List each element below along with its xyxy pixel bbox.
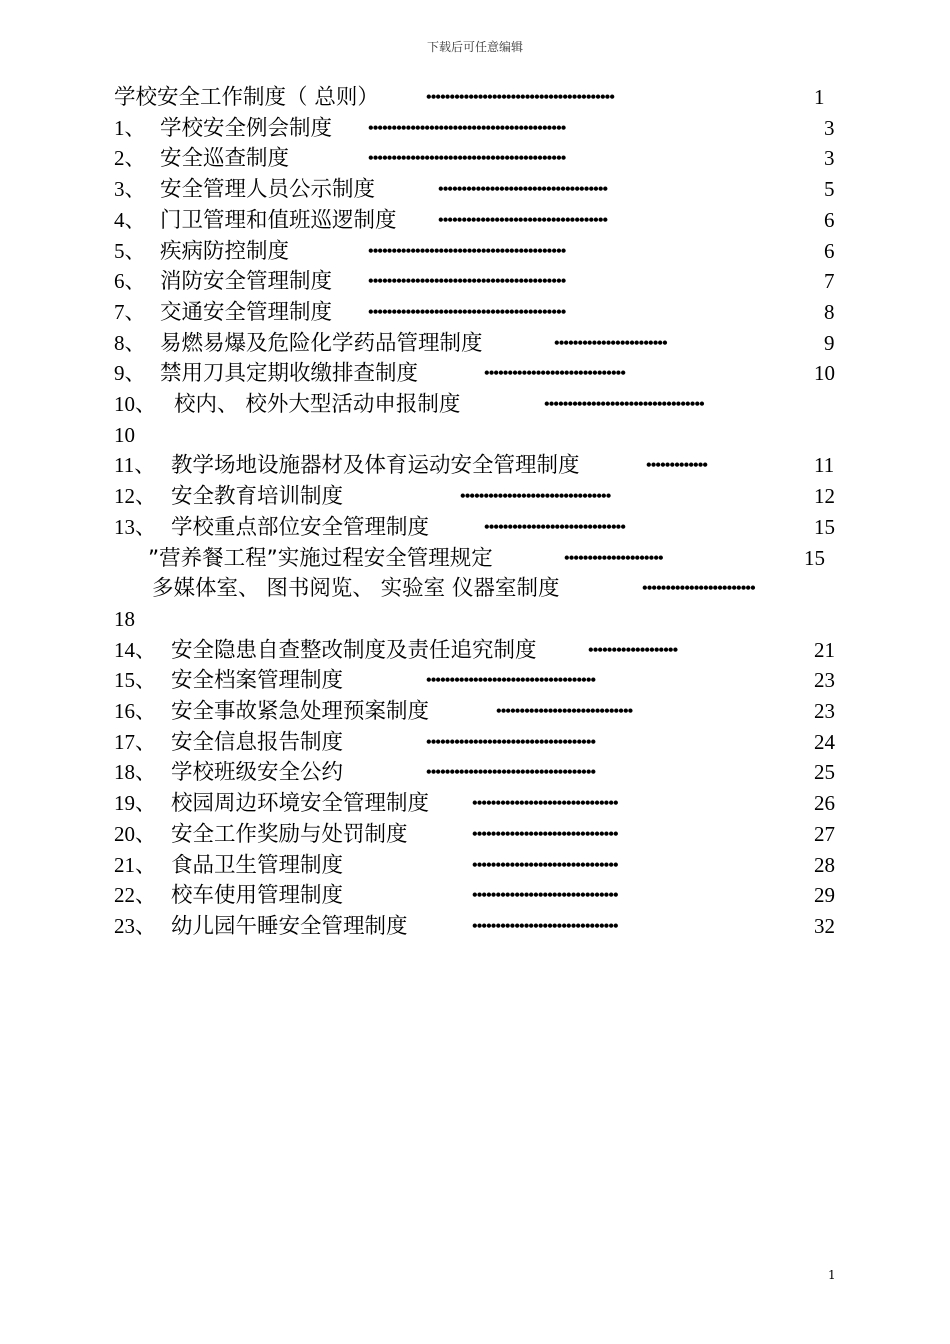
toc-entry-title: 安全隐患自查整改制度及责任追究制度 (171, 637, 537, 663)
toc-entry-page: 15 (814, 514, 835, 539)
toc-entry-leader-dots: •••••••••••••••••••••••••••••••••••••••••• (368, 303, 566, 321)
toc-entry-page: 9 (824, 330, 835, 355)
toc-entry-title: 学校安全工作制度（ 总则） (114, 85, 379, 110)
toc-entry-page: 32 (814, 913, 835, 938)
toc-entry[interactable] (114, 573, 838, 604)
page-number: 1 (828, 1268, 836, 1282)
toc-entry-title: 安全信息报告制度 (171, 729, 344, 755)
toc-entry[interactable] (114, 543, 838, 574)
toc-entry-leader-dots: •••••••••••••••••••••••••••••••••••••••••• (368, 273, 566, 291)
toc-entry-leader-dots: •••••••••••••••••••••••••••••••••••• (438, 181, 608, 199)
toc-entry-leader-dots: ••••••••••••••••••• (588, 641, 678, 659)
toc-entry-leader-dots: •••••••••••••••••••••••••••••• (484, 518, 626, 536)
toc-entry-leader-dots: •••••••••••••••••••••••• (642, 580, 755, 598)
toc-entry-title: ”营养餐工程”实施过程安全管理规定 (148, 545, 493, 571)
toc-entry-number: 18、 (114, 760, 156, 785)
toc-entry-leader-dots: ••••••••••••••••••••• (564, 549, 663, 567)
toc-entry-number: 14、 (114, 637, 156, 662)
toc-entry-number: 9、 (114, 361, 146, 386)
toc-entry-title: 安全巡查制度 (160, 146, 290, 172)
toc-entry[interactable] (114, 819, 838, 850)
toc-entry[interactable] (114, 420, 838, 451)
toc-entry-number: 10、 (114, 392, 156, 416)
toc-entry-number: 20、 (114, 821, 156, 846)
toc-entry-title: 消防安全管理制度 (160, 269, 333, 295)
toc-entry-title: 安全档案管理制度 (171, 668, 344, 694)
toc-entry-leader-dots: ••••••••••••••••••••••••••••••• (472, 856, 618, 874)
toc-entry-number: 18 (114, 606, 135, 631)
toc-entry-number: 13、 (114, 514, 156, 539)
toc-entry-leader-dots: ••••••••••••••••••••••••••••• (496, 703, 633, 720)
toc-entry-number: 12、 (114, 484, 156, 509)
toc-entry-number: 19、 (114, 791, 156, 816)
toc-entry-number: 17、 (114, 729, 156, 754)
toc-entry-leader-dots: •••••••••••••••••••••••••••••••••••• (426, 764, 596, 782)
toc-entry-leader-dots: ••••••••••••••••••••••••••••••• (472, 825, 618, 843)
toc-entry-page: 1 (814, 85, 825, 109)
toc-entry-title: 疾病防控制度 (160, 238, 290, 264)
page-header: 下载后可任意编辑 (426, 40, 523, 54)
toc-entry-page: 27 (814, 821, 835, 846)
toc-entry-page: 21 (814, 637, 835, 662)
toc-entry-title: 学校安全例会制度 (160, 115, 333, 141)
toc-entry-leader-dots: •••••••••••••••••••••••••••••••••••••••••• (368, 242, 566, 260)
toc-entry-title: 易燃易爆及危险化学药品管理制度 (160, 330, 483, 356)
toc-entry[interactable] (114, 635, 838, 666)
toc-entry-page: 25 (814, 760, 835, 785)
toc-entry-page: 28 (814, 852, 835, 877)
toc-entry[interactable] (114, 82, 838, 113)
toc-entry-leader-dots: •••••••••••••••••••••••••••••• (484, 365, 626, 383)
toc-entry[interactable] (114, 358, 838, 389)
toc-entry[interactable] (114, 297, 838, 328)
toc-entry[interactable] (114, 911, 838, 942)
toc-entry-leader-dots: •••••••••••••••••••••••••••••••••••••••••• (368, 150, 566, 168)
toc-entry-page: 5 (824, 177, 835, 202)
toc-entry[interactable] (114, 236, 838, 267)
toc-entry-leader-dots: ••••••••••••••••••••••••••••••• (472, 917, 618, 935)
toc-entry-leader-dots: •••••••••••••••••••••••••••••••• (460, 488, 611, 506)
toc-entry-page: 26 (814, 791, 835, 816)
toc-entry-leader-dots: •••••••••••••••••••••••••••••••••••• (426, 733, 596, 751)
toc-entry-title: 安全工作奖励与处罚制度 (171, 821, 408, 847)
toc-entry-page: 11 (814, 453, 835, 478)
toc-entry[interactable] (114, 880, 838, 911)
toc-entry-number: 15、 (114, 668, 156, 693)
toc-entry[interactable] (114, 389, 838, 420)
toc-entry-number: 21、 (114, 852, 156, 877)
toc-entry-number: 8、 (114, 330, 146, 355)
toc-entry-page: 29 (814, 883, 835, 908)
toc-entry-title: 禁用刀具定期收缴排查制度 (160, 361, 419, 387)
toc-entry-leader-dots: •••••••••••••••••••••••••••••••••••• (438, 211, 608, 229)
toc-entry[interactable] (114, 727, 838, 758)
toc-entry-title: 学校班级安全公约 (171, 760, 344, 786)
toc-entry[interactable] (114, 512, 838, 543)
toc-entry-title: 学校重点部位安全管理制度 (171, 514, 430, 540)
toc-entry-title: 幼儿园午睡安全管理制度 (171, 913, 408, 939)
toc-entry[interactable] (114, 665, 838, 696)
toc-entry-title: 安全管理人员公示制度 (160, 177, 376, 203)
toc-entry-page: 6 (824, 207, 835, 232)
toc-entry-page: 10 (814, 361, 835, 386)
toc-entry-title: 校内、 校外大型活动申报制度 (174, 392, 461, 417)
toc-entry-page: 3 (824, 115, 835, 140)
toc-entry[interactable] (114, 174, 838, 205)
toc-entry-leader-dots: ••••••••••••••••••••••••••••••• (472, 795, 618, 813)
toc-entry-number: 10 (114, 422, 135, 447)
toc-entry-title: 安全事故紧急处理预案制度 (171, 699, 430, 724)
toc-entry-leader-dots: •••••••••••••••••••••••••••••••••••••••• (426, 89, 615, 106)
toc-entry-number: 3、 (114, 177, 146, 202)
toc-entry[interactable] (114, 604, 838, 635)
toc-entry[interactable] (114, 266, 838, 297)
toc-entry-number: 4、 (114, 207, 146, 232)
toc-entry[interactable] (114, 113, 838, 144)
toc-entry-leader-dots: •••••••••••••••••••••••••••••••••••• (426, 672, 596, 690)
toc-entry-page: 15 (804, 545, 825, 570)
toc-entry-leader-dots: ••••••••••••••••••••••••••••••• (472, 887, 618, 905)
toc-entry-title: 校车使用管理制度 (171, 883, 344, 909)
toc-entry-leader-dots: ••••••••••••• (646, 457, 708, 475)
toc-entry[interactable] (114, 850, 838, 881)
toc-entry[interactable] (114, 757, 838, 788)
toc-entry-title: 交通安全管理制度 (160, 299, 333, 325)
toc-entry-page: 7 (824, 269, 835, 294)
toc-entry-title: 食品卫生管理制度 (171, 852, 344, 878)
toc-entry-page: 3 (824, 146, 835, 171)
toc-entry[interactable] (114, 450, 838, 481)
toc-entry-title: 安全教育培训制度 (171, 484, 344, 510)
toc-entry-number: 6、 (114, 269, 146, 294)
toc-entry[interactable] (114, 481, 838, 512)
toc-entry-number: 7、 (114, 299, 146, 324)
toc-entry-leader-dots: •••••••••••••••••••••••••••••••••• (544, 396, 704, 413)
toc-entry-title: 门卫管理和值班巡逻制度 (160, 207, 397, 233)
toc-entry-number: 5、 (114, 238, 146, 263)
toc-entry-page: 6 (824, 238, 835, 263)
toc-entry-number: 22、 (114, 883, 156, 908)
toc-entry[interactable] (114, 205, 838, 236)
toc-entry[interactable] (114, 143, 838, 174)
toc-entry-number: 23、 (114, 913, 156, 938)
toc-entry-number: 1、 (114, 115, 146, 140)
toc-entry-leader-dots: •••••••••••••••••••••••• (554, 334, 667, 352)
toc-entry-title: 多媒体室、 图书阅览、 实验室 仪器室制度 (152, 576, 560, 602)
toc-entry[interactable] (114, 696, 838, 727)
toc-entry-number: 11、 (114, 453, 156, 478)
toc-entry-leader-dots: •••••••••••••••••••••••••••••••••••••••••• (368, 119, 566, 137)
toc-entry-number: 16、 (114, 699, 156, 723)
toc-entry-page: 23 (814, 668, 835, 693)
toc-entry[interactable] (114, 788, 838, 819)
toc-entry-title: 校园周边环境安全管理制度 (171, 791, 430, 817)
toc-entry-page: 23 (814, 699, 835, 723)
toc-entry-page: 24 (814, 729, 835, 754)
toc-entry-page: 12 (814, 484, 835, 509)
toc-entry-title: 教学场地设施器材及体育运动安全管理制度 (171, 453, 580, 479)
toc-entry-page: 8 (824, 299, 835, 324)
toc-entry[interactable] (114, 328, 838, 359)
toc-entry-number: 2、 (114, 146, 146, 171)
